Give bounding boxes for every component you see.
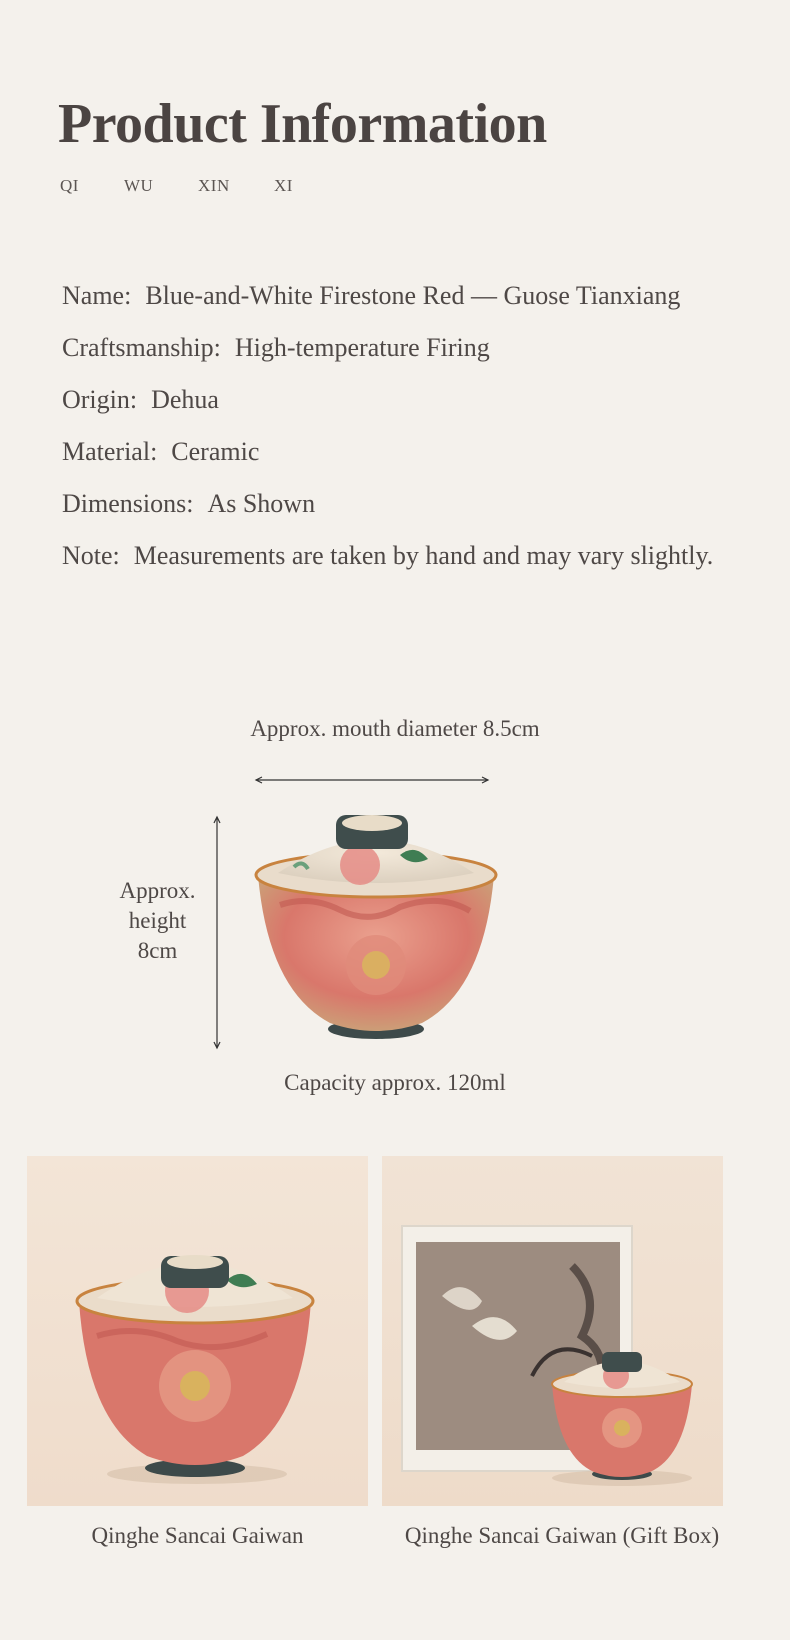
- subtitle-item-qi: QI: [60, 176, 79, 195]
- spec-label: Dimensions:: [62, 489, 194, 518]
- subtitle-item-xin: XIN: [198, 176, 230, 195]
- width-arrow-icon: [254, 776, 490, 784]
- gaiwan-gift-box-photo: [382, 1156, 723, 1506]
- gaiwan-photo: [27, 1156, 368, 1506]
- subtitle-item-wu: WU: [124, 176, 154, 195]
- spec-label: Note:: [62, 541, 120, 570]
- gallery-caption: Qinghe Sancai Gaiwan (Gift Box): [404, 1523, 720, 1548]
- subtitle-item-xi: XI: [274, 176, 293, 195]
- spec-list: [62, 280, 752, 592]
- gallery-caption: Qinghe Sancai Gaiwan: [91, 1523, 304, 1548]
- spec-label: Origin:: [62, 385, 138, 414]
- dimension-diagram: [0, 700, 790, 1120]
- gaiwan-icon: [250, 815, 502, 1055]
- capacity-label: Capacity approx. 120ml: [284, 1070, 506, 1095]
- gift-box-photo-icon: [382, 1156, 723, 1506]
- height-label: [100, 876, 215, 966]
- spec-label: Material:: [62, 437, 158, 466]
- height-label-line: 8cm: [137, 938, 178, 963]
- spec-row-craftsmanship: [62, 332, 752, 364]
- height-label-line: height: [128, 908, 187, 933]
- spec-row-dimensions: [62, 488, 752, 520]
- spec-label: Craftsmanship:: [62, 333, 221, 362]
- spec-row-note: [62, 540, 752, 572]
- page-title: Product Information: [58, 93, 547, 155]
- spec-value: Dehua: [151, 385, 219, 414]
- spec-value: Blue-and-White Firestone Red — Guose Tianxiang: [145, 281, 681, 310]
- spec-value: High-temperature Firing: [234, 333, 490, 362]
- spec-row-material: [62, 436, 752, 468]
- spec-value: Ceramic: [171, 437, 260, 466]
- spec-label: Name:: [62, 281, 132, 310]
- subtitle-nav: [60, 176, 293, 196]
- gaiwan-photo-icon: [27, 1156, 368, 1506]
- height-label-line: Approx.: [119, 878, 196, 903]
- spec-value: As Shown: [207, 489, 316, 518]
- spec-row-origin: [62, 384, 752, 416]
- spec-row-name: [62, 280, 752, 312]
- mouth-diameter-label: Approx. mouth diameter 8.5cm: [250, 716, 540, 741]
- spec-value: Measurements are taken by hand and may vary slightly.: [133, 541, 714, 570]
